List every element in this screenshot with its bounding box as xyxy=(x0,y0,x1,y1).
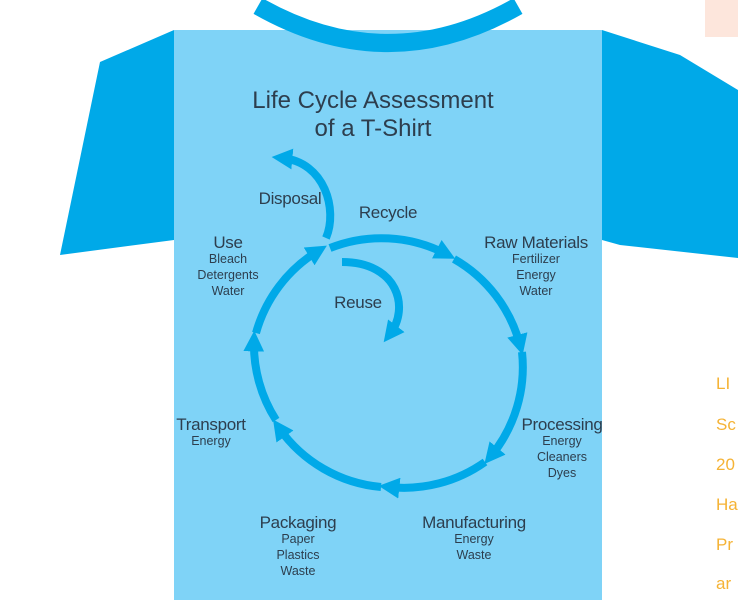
stage-use xyxy=(197,234,258,299)
stage-label-recycle: Recycle xyxy=(358,203,418,222)
stage-label-use: Use xyxy=(213,233,243,252)
stage-label-packaging: Packaging xyxy=(259,513,337,532)
packaging-item: Paper xyxy=(281,532,315,546)
stage-processing xyxy=(521,416,602,481)
right-sleeve xyxy=(602,30,738,258)
packaging-item: Plastics xyxy=(276,548,320,562)
raw-materials-item: Fertilizer xyxy=(512,252,560,266)
left-sleeve xyxy=(60,30,174,255)
side-text-line: LI xyxy=(716,374,731,393)
stage-label-transport: Transport xyxy=(176,415,246,434)
stage-label-manufacturing: Manufacturing xyxy=(422,513,526,532)
side-text-line: Pr xyxy=(716,535,733,554)
stage-packaging xyxy=(260,514,337,579)
manufacturing-item: Energy xyxy=(454,532,494,546)
raw-materials-item: Water xyxy=(519,284,553,298)
stage-label-reuse: Reuse xyxy=(334,293,382,312)
stage-label-processing: Processing xyxy=(521,415,603,434)
processing-item: Dyes xyxy=(547,466,577,480)
stage-label-disposal: Disposal xyxy=(258,189,322,208)
stage-manufacturing xyxy=(422,514,526,563)
manufacturing-item: Waste xyxy=(456,548,492,562)
corner-box xyxy=(705,0,738,37)
side-text-line: Ha xyxy=(716,495,738,514)
stage-label-raw-materials: Raw Materials xyxy=(484,233,588,252)
side-text-line: ar xyxy=(716,574,732,593)
transport-item: Energy xyxy=(191,434,231,448)
stage-transport xyxy=(176,416,245,449)
diagram-title-line-1: Life Cycle Assessment xyxy=(252,87,494,114)
processing-item: Cleaners xyxy=(536,450,588,464)
packaging-item: Waste xyxy=(280,564,316,578)
use-item: Detergents xyxy=(197,268,259,282)
diagram-title-line-2: of a T-Shirt xyxy=(314,115,432,142)
use-item: Water xyxy=(211,284,245,298)
processing-item: Energy xyxy=(542,434,582,448)
side-text-line: Sc xyxy=(716,415,736,434)
raw-materials-item: Energy xyxy=(516,268,556,282)
side-text-line: 20 xyxy=(716,455,735,474)
stage-raw-materials xyxy=(484,234,588,299)
use-item: Bleach xyxy=(208,252,248,266)
